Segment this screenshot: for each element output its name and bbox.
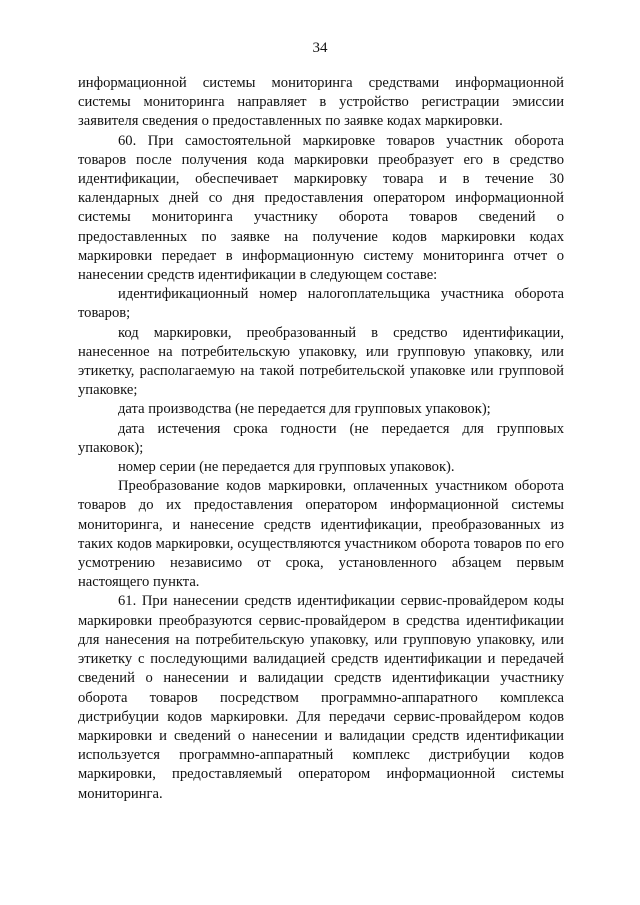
paragraph-item-61: 61. При нанесении средств идентификации сервис-провайдером коды маркировки преобразуются сервис-провайдером в средства идентификации для нанесения на потребительскую упаковку, или групповую упаковку, или этикетку с последующими валидацией средств идентификации и передачей сведений о нанесении и валидации средств идентификации участнику оборота товаров посредством программно-аппаратного комплекса дистрибуции кодов маркировки. Для передачи сервис-провайдером кодов маркировки и сведений о нанесении и валидации средств идентификации используется программно-аппаратный комплекс дистрибуции кодов маркировки, предоставляемый оператором информационной системы мониторинга.	[78, 593, 564, 802]
paragraph-conversion: Преобразование кодов маркировки, оплаченных участником оборота товаров до их предоставления оператором информационной системы мониторинга, и нанесение средств идентификации, преобразованных из таких кодов маркировки, осуществляются участником оборота товаров по его усмотрению независимо от срока, установленного абзацем первым настоящего пункта.	[78, 478, 564, 591]
list-item-production-date: дата производства (не передается для групповых упаковок);	[118, 401, 491, 418]
list-item-batch-number: номер серии (не передается для групповых упаковок).	[118, 459, 455, 476]
list-item-expiry-date: дата истечения срока годности (не передается для групповых упаковок);	[78, 420, 564, 456]
page-number: 34	[312, 40, 328, 56]
list-item-inn: идентификационный номер налогоплательщика участника оборота товаров;	[78, 286, 564, 322]
paragraph-item-60: 60. При самостоятельной маркировке товаров участник оборота товаров после получения кода маркировки преобразует его в средство идентификации, обеспечивает маркировку товара и в течение 30 календарных дней со дня предоставления оператором информационной системы мониторинга участнику оборота товаров сведений о предоставленных по заявке на получение кодов маркировки кодах маркировки передает в информационную систему мониторинга отчет о нанесении средств идентификации в следующем составе:	[78, 132, 564, 284]
document-body	[78, 74, 564, 804]
list-item-marking-code: код маркировки, преобразованный в средство идентификации, нанесенное на потребительскую упаковку, или групповую упаковку, или этикетку, располагаемую на такой потребительской упаковке или групповой упаковке;	[78, 324, 564, 399]
paragraph-continuation: информационной системы мониторинга средствами информационной системы мониторинга направляет в устройство регистрации эмиссии заявителя сведения о предоставленных по заявке кодах маркировки.	[78, 75, 564, 130]
